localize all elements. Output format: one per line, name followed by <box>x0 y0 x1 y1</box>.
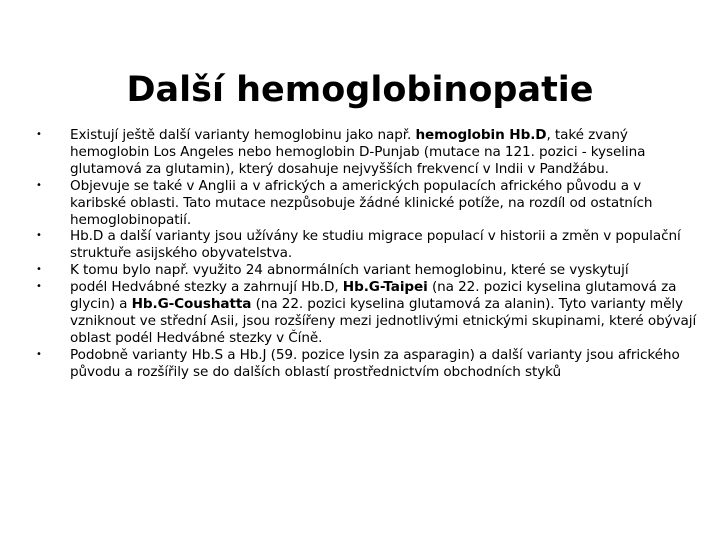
bullet-text <box>70 127 645 177</box>
bullet-dot-icon: • <box>36 179 42 191</box>
text-run: (na 22. pozici kyselina glutamová za glycin) a <box>70 279 677 313</box>
text-run: K tomu bylo např. využito 24 abnormálních variant hemoglobinu, které se vyskytují <box>70 262 629 279</box>
bullet-item <box>36 347 698 381</box>
text-run: Hb.D a další varianty jsou užívány ke studiu migrace populací v historii a změn v populační struktuře asijského obyvatelstva. <box>70 228 681 262</box>
text-run: Existují ještě další varianty hemoglobinu jako např. <box>70 127 416 143</box>
bullet-dot-icon: • <box>36 264 42 276</box>
text-run: Podobně varianty Hb.S a Hb.J (59. pozice lysin za asparagin) a další varianty jsou afrického původu a rozšířily se do dalších oblastí prostřednictvím obchodních styků <box>70 346 680 380</box>
text-run: (na 22. pozici kyselina glutamová za alanin). Tyto varianty měly vzniknout ve střední Asii, jsou rozšířeny mezi jednotlivými etnickými skupinami, které obývají oblast podél Hedvábné stezky v Číně. <box>70 296 697 346</box>
bullet-text <box>70 178 652 228</box>
text-run: Objevuje se také v Anglii a v afrických a amerických populacích afrického původu a v karibské oblasti. Tato mutace nezpůsobuje žádné klinické potíže, na rozdíl od ostatních hemoglobinopatií. <box>70 177 653 228</box>
text-run-bold: hemoglobin Hb.D <box>415 127 547 143</box>
text-run-bold: Hb.G-Coushatta <box>131 296 252 313</box>
text-run-bold: Hb.G-Taipei <box>342 279 428 296</box>
bullet-text <box>70 347 680 380</box>
bullet-item <box>36 279 698 347</box>
slide-title: Další hemoglobinopatie <box>126 70 594 111</box>
bullet-text <box>70 279 696 346</box>
bullet-text <box>70 228 681 261</box>
bullet-item <box>36 127 698 178</box>
bullet-item <box>36 228 698 262</box>
bullet-dot-icon: • <box>36 230 42 242</box>
bullet-list <box>36 127 698 381</box>
text-run: podél Hedvábné stezky a zahrnují Hb.D, <box>70 279 343 296</box>
bullet-text <box>70 262 629 278</box>
bullet-dot-icon: • <box>36 348 42 360</box>
bullet-item <box>36 178 698 229</box>
bullet-item <box>36 262 698 279</box>
text-run: , také zvaný hemoglobin Los Angeles nebo hemoglobin D-Punjab (mutace na 121. pozici - kyselina glutamová za glutamin), který dosahuje nejvyšších frekvencí v Indii v Pandžábu. <box>70 127 646 177</box>
bullet-dot-icon: • <box>36 129 42 140</box>
bullet-dot-icon: • <box>36 281 42 293</box>
